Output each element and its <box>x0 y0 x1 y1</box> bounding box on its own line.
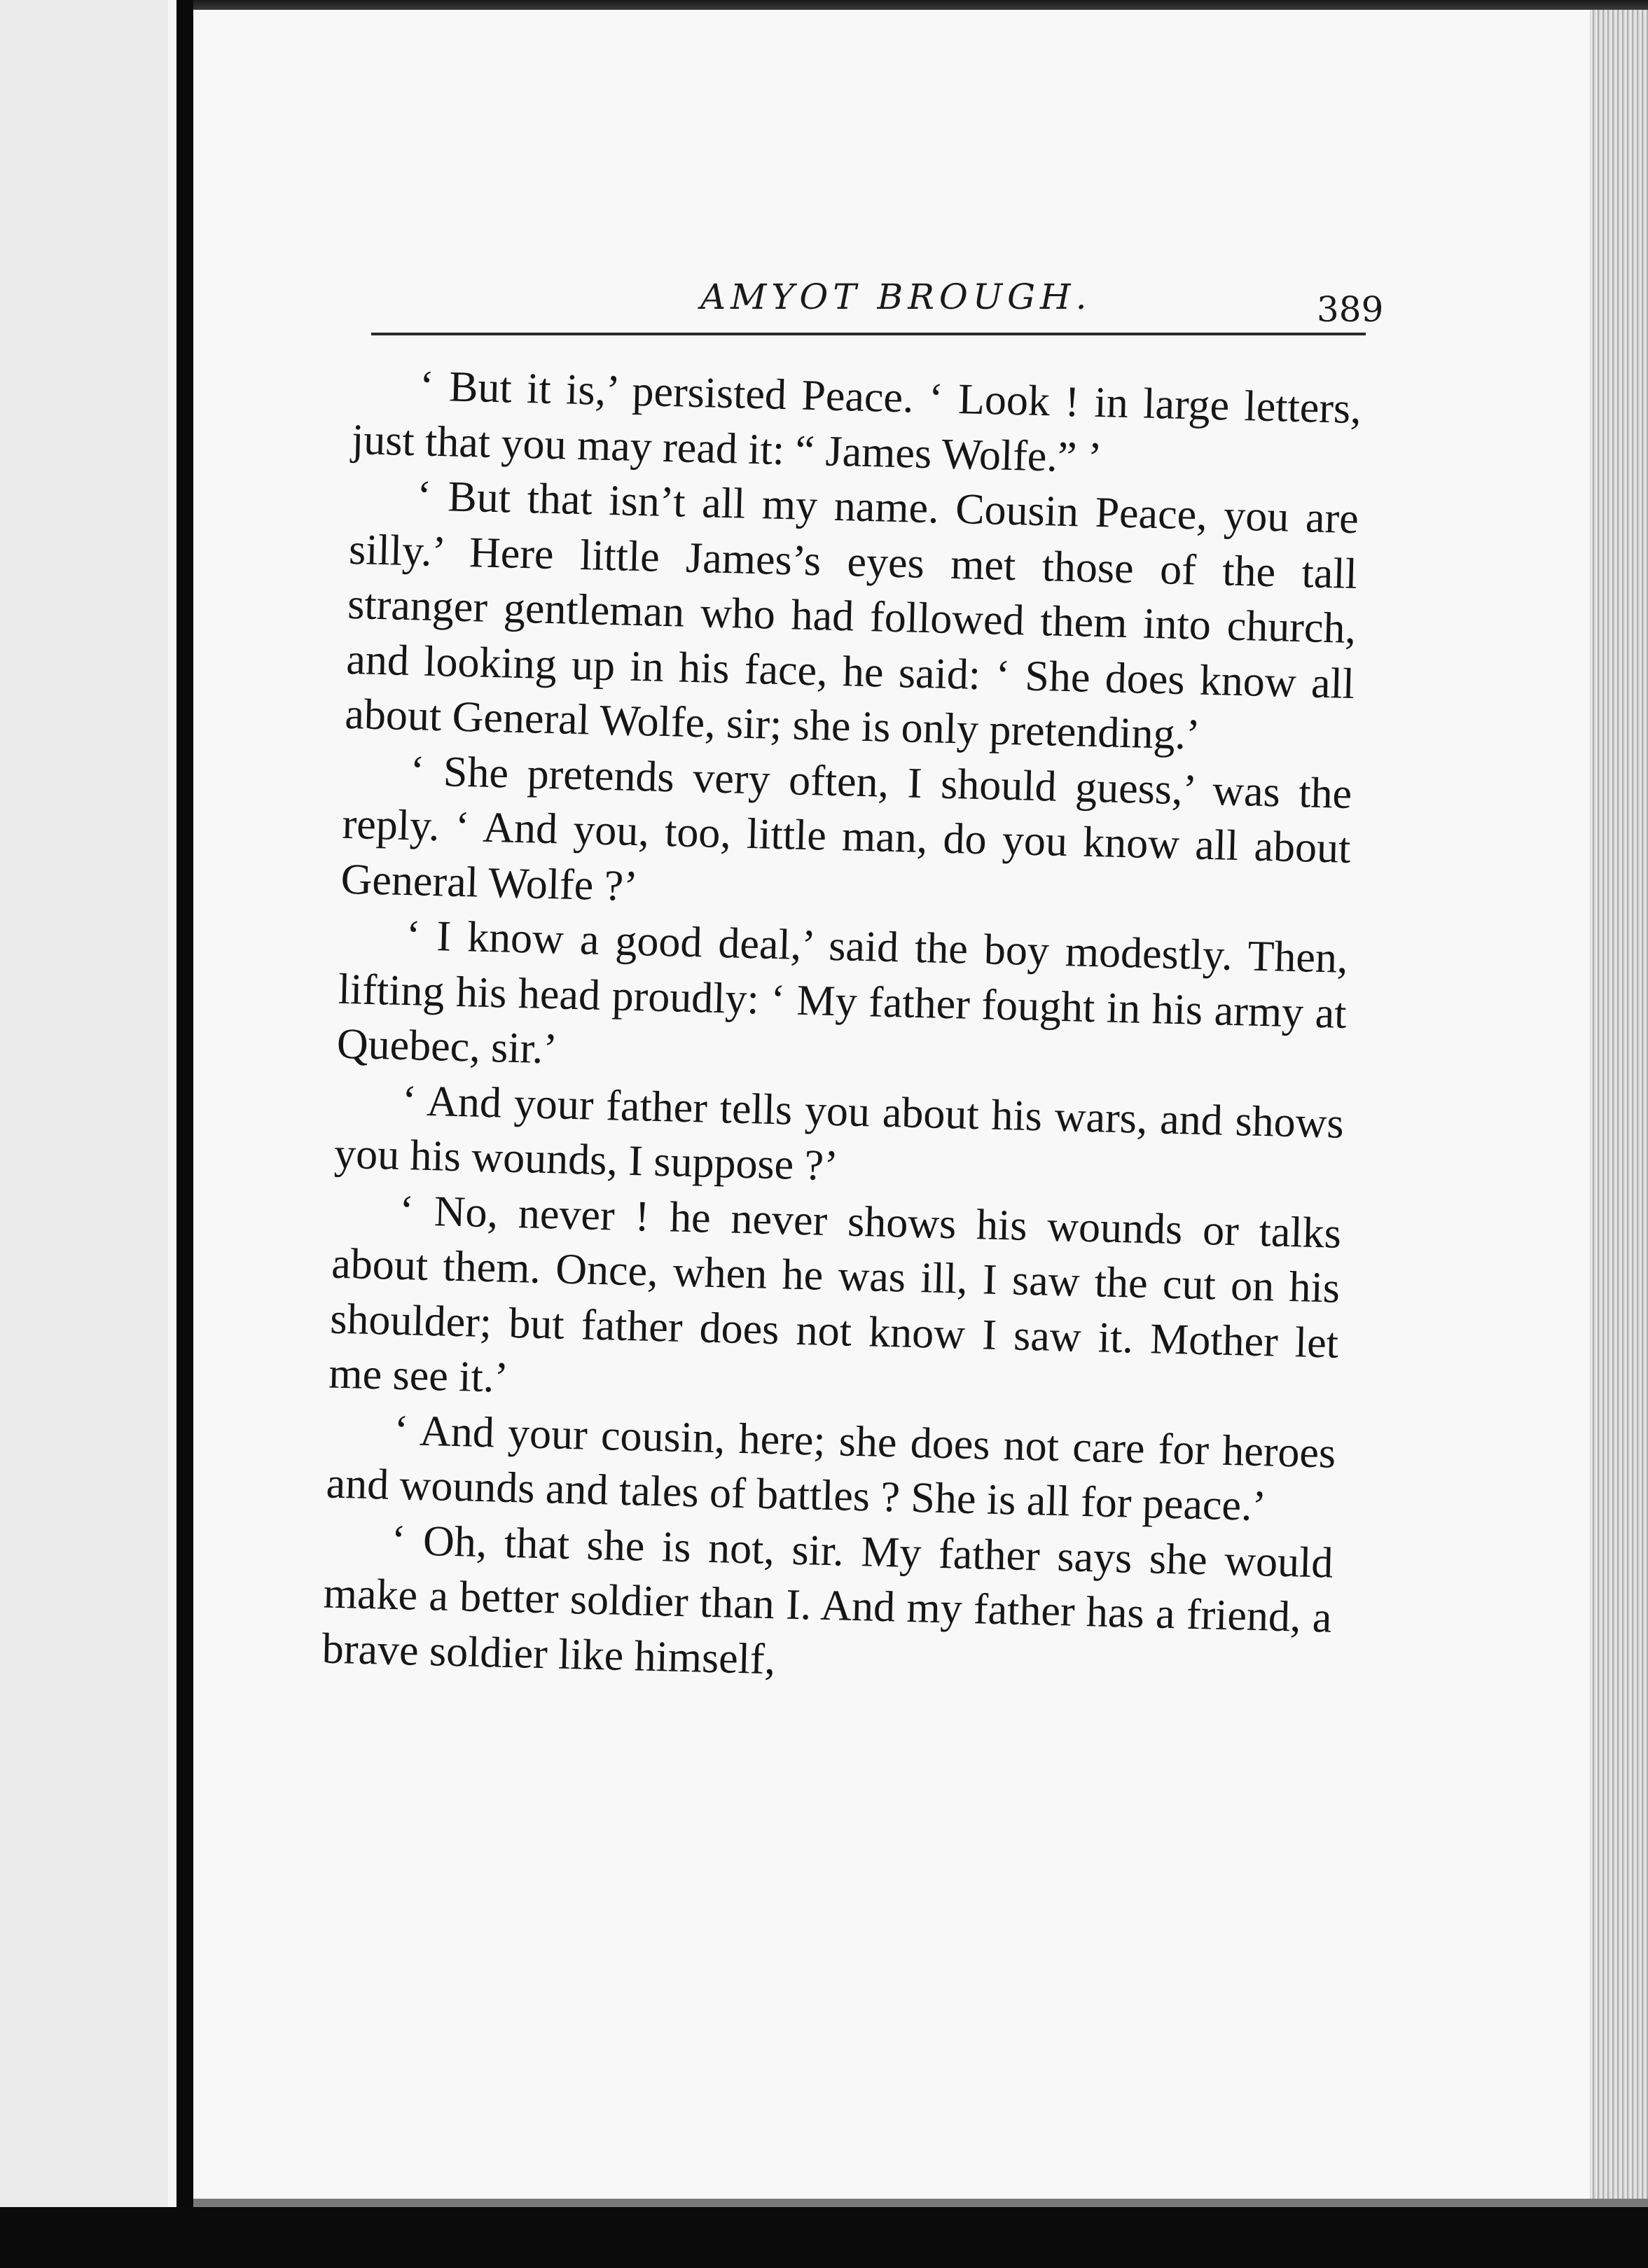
paragraph: ‘ I know a good deal,’ said the boy modestly. Then, lifting his head proudly: ‘ My father fought in his army at Quebec, sir.’ <box>336 912 1349 1073</box>
book-gutter <box>176 0 193 2268</box>
header-rule <box>371 333 1366 335</box>
body-text <box>321 357 1362 1701</box>
paragraph: ‘ But it is,’ persisted Peace. ‘ Look ! in large letters, just that you may read it: “ James Wolfe.” ’ <box>351 362 1362 482</box>
page-number: 389 <box>1317 289 1384 330</box>
paragraph: ‘ And your father tells you about his wars, and shows you his wounds, I suppose ?’ <box>333 1076 1345 1190</box>
paragraph: ‘ No, never ! he never shows his wounds or talks about them. Once, when he was ill, I saw the cut on his shoulder; but father does not know I saw it. Mother let me see it.’ <box>328 1186 1342 1402</box>
paragraph: ‘ And your cousin, here; she does not care for heroes and wounds and tales of battles ? She is all for peace.’ <box>325 1406 1337 1531</box>
running-head <box>371 263 1384 340</box>
page-top-edge <box>193 0 1648 10</box>
page-bottom-edge <box>0 2207 1648 2268</box>
paragraph: ‘ She pretends very often, I should guess,’ was the reply. ‘ And you, too, little man, do you know all about General Wolfe ?’ <box>340 746 1353 910</box>
paragraph: ‘ Oh, that she is not, sir. My father says she would make a better soldier than I. And my father has a friend, a brave soldier like himself, <box>321 1516 1334 1683</box>
page-fore-edge <box>1590 10 1648 2208</box>
running-title: AMYOT BROUGH. <box>700 277 1092 317</box>
paragraph: ‘ But that isn’t all my name. Cousin Peace, you are silly.’ Here little James’s eyes met those of the tall stranger gentleman who had followed them into church, and looking up in his face, he said: ‘ She does know all about General Wolfe, sir; she is only pretending.’ <box>344 472 1359 759</box>
facing-page-margin <box>0 0 168 2268</box>
